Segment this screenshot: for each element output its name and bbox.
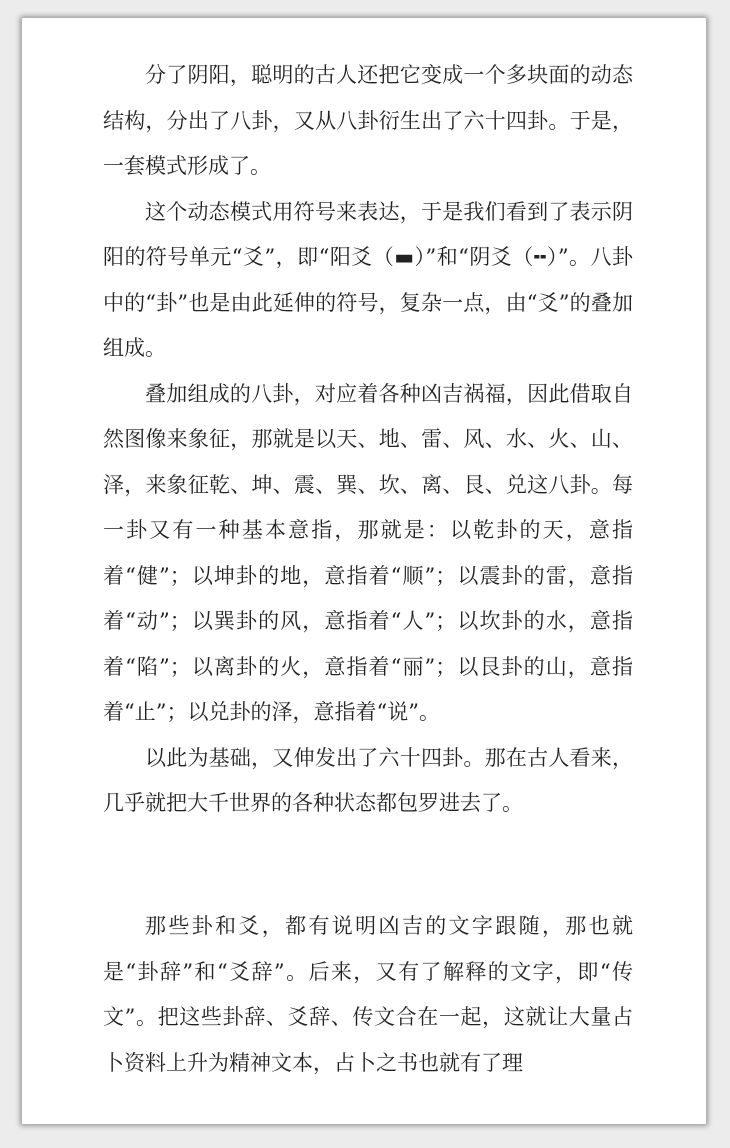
text-block-top — [103, 53, 633, 827]
paragraph-yao-symbols: 这个动态模式用符号来表达，于是我们看到了表示阴阳的符号单元“爻”，即“阳爻（▬）”和“阴爻（╍）”。八卦中的“卦”也是由此延伸的符号，复杂一点，由“爻”的叠加组成。 — [103, 199, 633, 360]
paragraph-yin-yang: 分了阴阳，聪明的古人还把它变成一个多块面的动态结构，分出了八卦，又从八卦衍生出了六十四卦。于是，一套模式形成了。 — [103, 63, 633, 178]
paragraph-eight-trigrams: 叠加组成的八卦，对应着各种凶吉祸福，因此借取自然图像来象征，那就是以天、地、雷、风、水、火、山、泽，来象征乾、坤、震、巽、坎、离、艮、兑这八卦。每一卦又有一种基本意指，那就是：以乾卦的天，意指着“健”；以坤卦的地，意指着“顺”；以震卦的雷，意指着“动”；以巽卦的风，意指着“人”；以坎卦的水，意指着“陷”；以离卦的火，意指着“丽”；以艮卦的山，意指着“止”；以兑卦的泽，意指着“说”。 — [103, 381, 633, 724]
paragraph-sixty-four-hexagrams: 以此为基础，又伸发出了六十四卦。那在古人看来，几乎就把大千世界的各种状态都包罗进去了。 — [103, 745, 633, 815]
book-page — [22, 18, 706, 1124]
text-block-bottom — [103, 904, 633, 1086]
paragraph-gua-ci-yao-ci: 那些卦和爻，都有说明凶吉的文字跟随，那也就是“卦辞”和“爻辞”。后来，又有了解释的文字，即“传文”。把这些卦辞、爻辞、传文合在一起，这就让大量占卜资料上升为精神文本，占卜之书也就有了理 — [103, 914, 633, 1075]
